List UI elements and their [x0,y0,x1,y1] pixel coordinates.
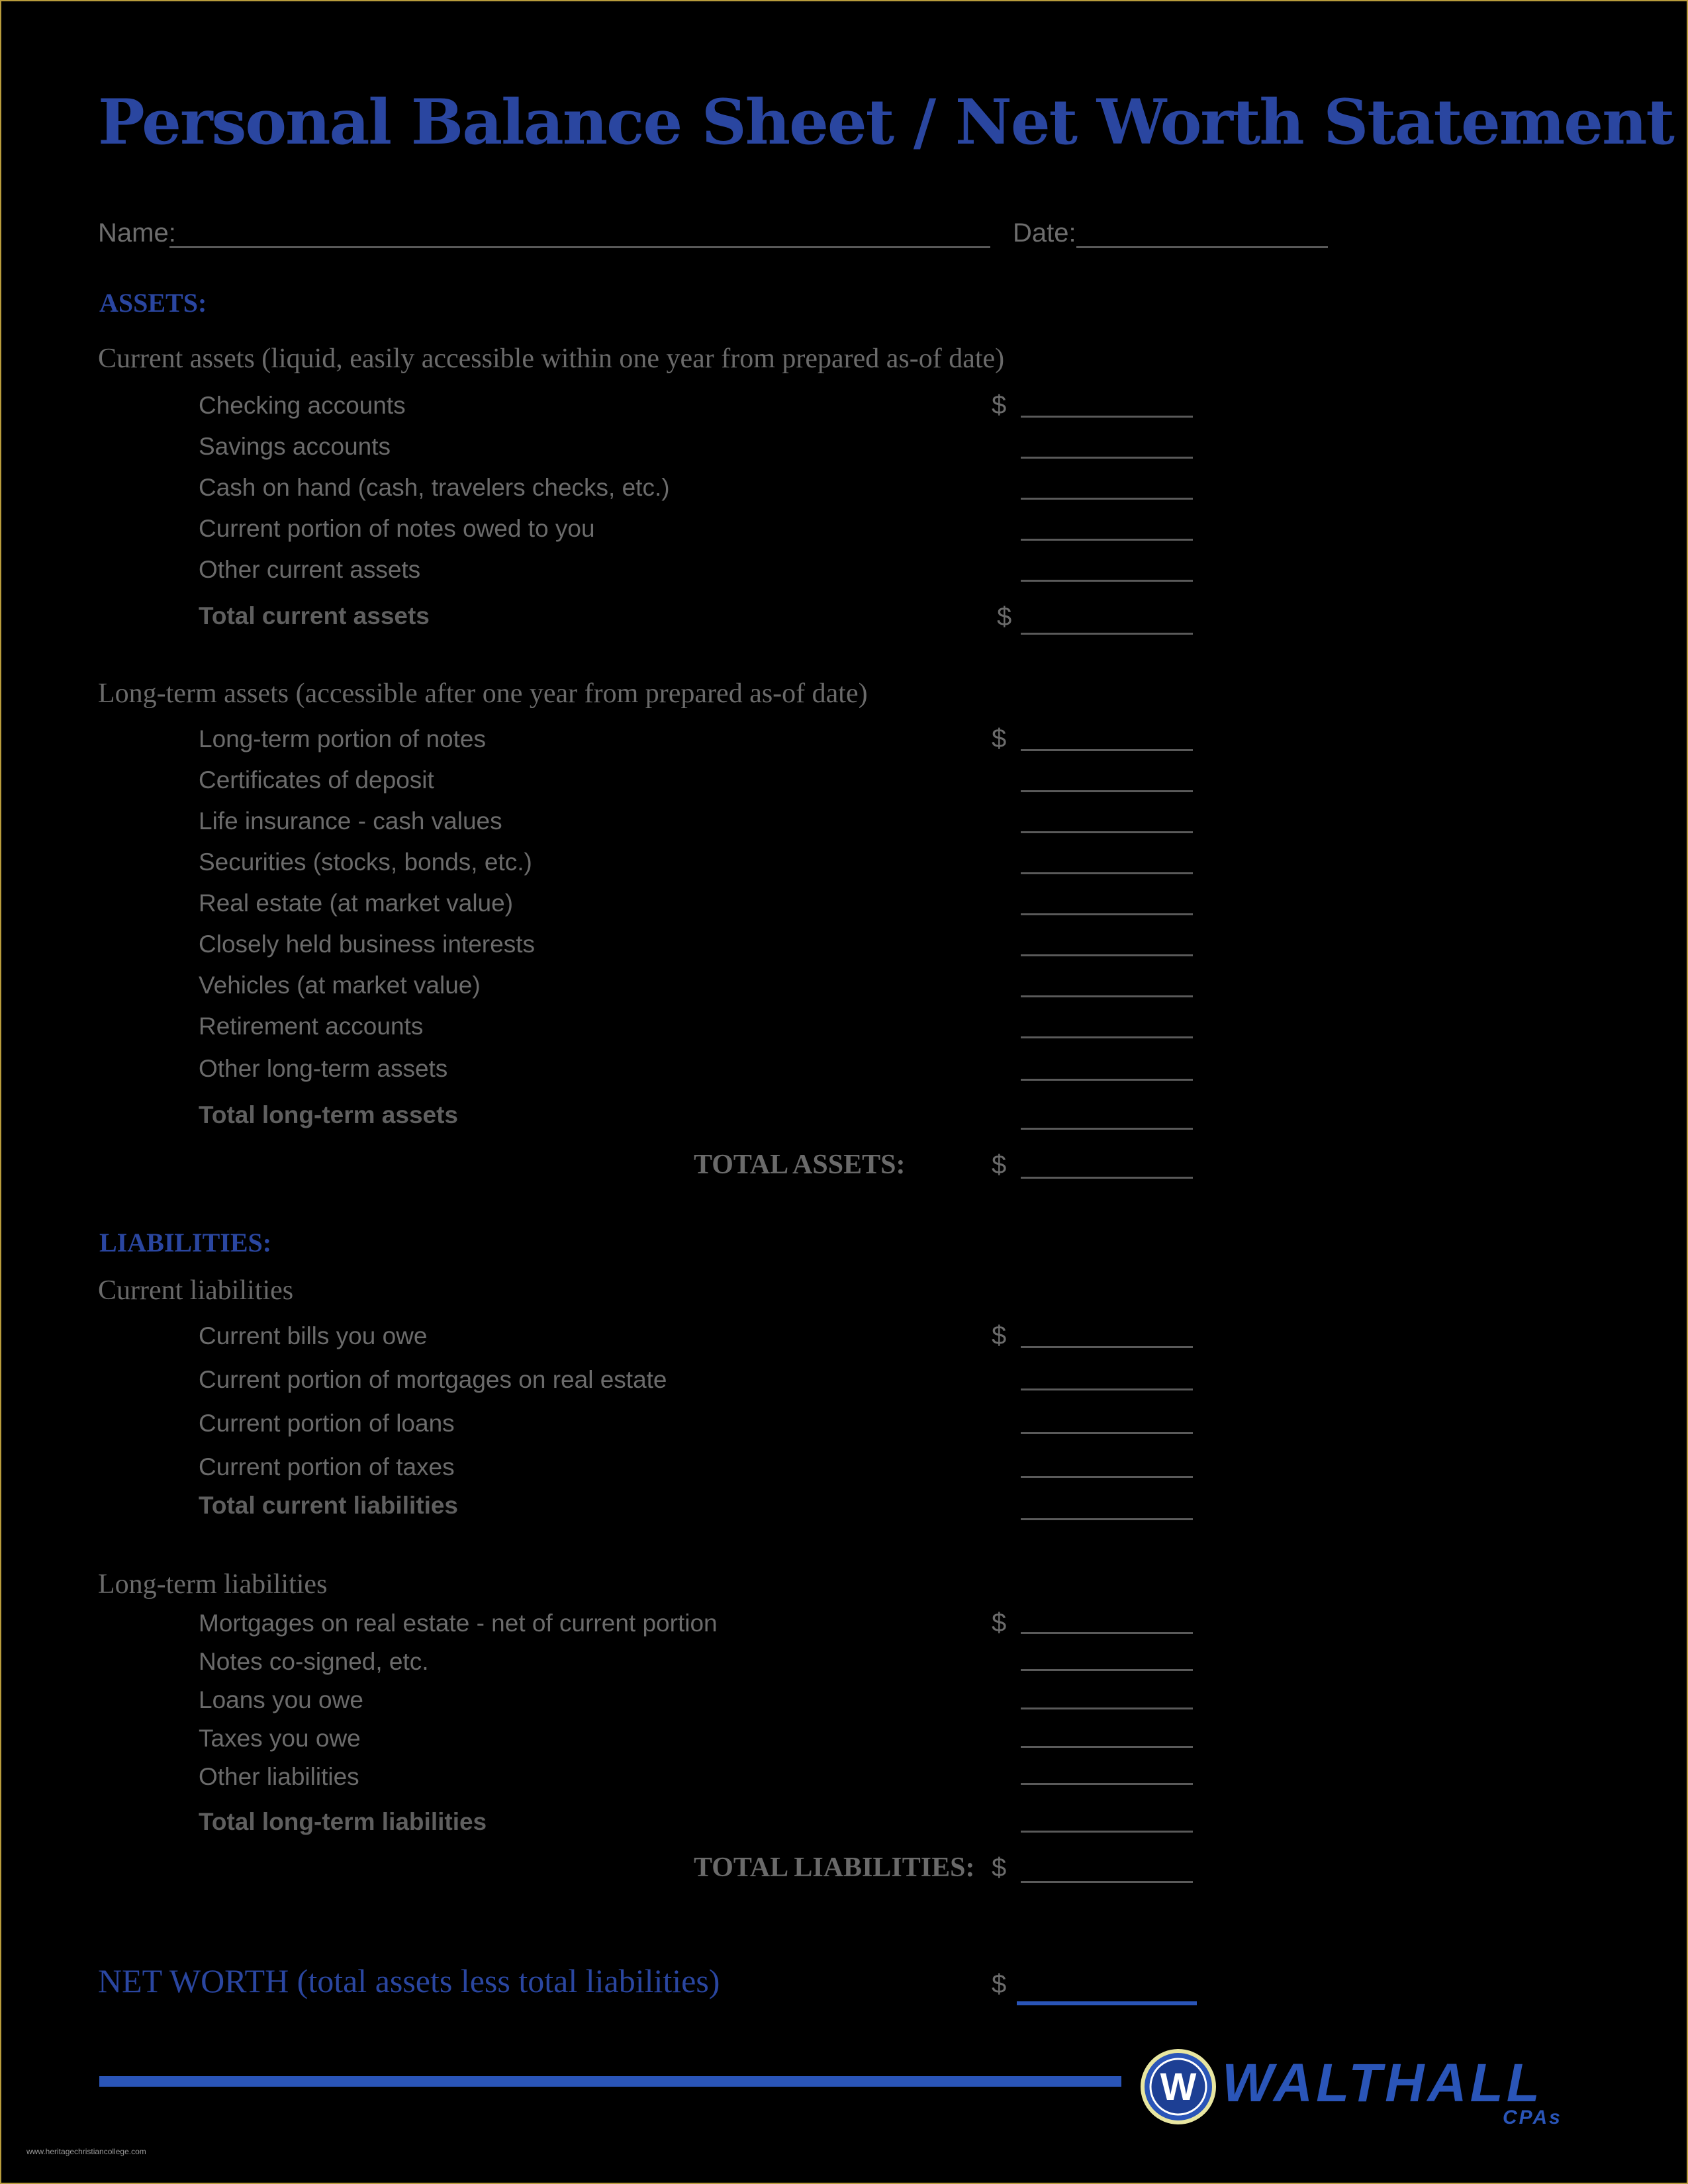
row-securities: Securities (stocks, bonds, etc.) [199,848,532,876]
footer-rule [99,2076,1121,2087]
securities-amount[interactable] [1021,872,1193,874]
row-current-bills: Current bills you owe [199,1322,428,1349]
row-business-interests: Closely held business interests [199,931,535,958]
other-long-term-assets-amount[interactable] [1021,1079,1193,1081]
row-certificates-of-deposit: Certificates of deposit [199,766,434,794]
checking-accounts-amount[interactable] [1021,416,1193,418]
date-field[interactable] [1076,246,1328,248]
current-notes-owed-amount[interactable] [1021,539,1193,541]
dollar-sign: $ [997,602,1012,631]
row-total-current-assets: Total current assets [199,602,430,629]
liabilities-heading: LIABILITIES: [99,1228,272,1257]
long-term-notes-amount[interactable] [1021,749,1193,751]
current-bills-amount[interactable] [1021,1346,1193,1348]
dollar-sign: $ [992,1970,1007,1999]
total-current-assets-amount[interactable] [1021,633,1193,635]
dollar-sign: $ [992,724,1007,753]
row-current-taxes: Current portion of taxes [199,1453,455,1480]
source-watermark: www.heritagechristiancollege.com [26,2147,146,2156]
real-estate-amount[interactable] [1021,913,1193,915]
row-total-long-term-liabilities: Total long-term liabilities [199,1808,487,1835]
total-assets-amount[interactable] [1021,1177,1193,1179]
logo-letter: W [1160,2066,1197,2109]
current-taxes-amount[interactable] [1021,1476,1193,1478]
total-liabilities-amount[interactable] [1021,1881,1193,1883]
row-loans-you-owe: Loans you owe [199,1686,363,1713]
current-liabilities-heading: Current liabilities [98,1275,294,1306]
row-total-long-term-assets: Total long-term assets [199,1101,459,1128]
certificates-of-deposit-amount[interactable] [1021,790,1193,792]
logo-subtitle: CPAs [1503,2107,1562,2128]
row-current-notes-owed: Current portion of notes owed to you [199,515,595,542]
total-liabilities-label: TOTAL LIABILITIES: [694,1852,975,1883]
row-notes-co-signed: Notes co-signed, etc. [199,1648,429,1675]
other-liabilities-amount[interactable] [1021,1783,1193,1785]
page-title: Personal Balance Sheet / Net Worth Statement [98,86,1673,159]
row-current-mortgages: Current portion of mortgages on real estate [199,1366,667,1393]
life-insurance-amount[interactable] [1021,831,1193,833]
current-mortgages-amount[interactable] [1021,1388,1193,1390]
dollar-sign: $ [992,1853,1007,1882]
name-field[interactable] [169,246,990,248]
mortgages-net-amount[interactable] [1021,1632,1193,1634]
row-total-current-liabilities: Total current liabilities [199,1492,459,1519]
savings-accounts-amount[interactable] [1021,457,1193,459]
long-term-assets-heading: Long-term assets (accessible after one year from prepared as-of date) [98,678,868,709]
logo-wordmark: WALTHALL [1222,2053,1543,2113]
row-real-estate: Real estate (at market value) [199,889,514,917]
retirement-accounts-amount[interactable] [1021,1036,1193,1038]
date-label: Date: [1013,218,1076,248]
business-interests-amount[interactable] [1021,954,1193,956]
row-vehicles: Vehicles (at market value) [199,972,481,999]
row-current-loans: Current portion of loans [199,1410,455,1437]
row-other-liabilities: Other liabilities [199,1763,359,1790]
loans-you-owe-amount[interactable] [1021,1707,1193,1709]
assets-heading: ASSETS: [99,288,207,318]
notes-co-signed-amount[interactable] [1021,1669,1193,1671]
row-savings-accounts: Savings accounts [199,433,391,460]
vehicles-amount[interactable] [1021,995,1193,997]
walthall-w-icon [1140,2048,1217,2125]
dollar-sign: $ [992,1321,1007,1350]
dollar-sign: $ [992,1608,1007,1637]
row-taxes-you-owe: Taxes you owe [199,1725,361,1752]
net-worth-label: NET WORTH (total assets less total liabilities) [98,1962,720,1999]
row-long-term-notes: Long-term portion of notes [199,725,486,752]
row-checking-accounts: Checking accounts [199,392,406,419]
other-current-assets-amount[interactable] [1021,580,1193,582]
current-loans-amount[interactable] [1021,1432,1193,1434]
company-logo [1140,2048,1590,2134]
net-worth-amount[interactable] [1017,2001,1197,2005]
cash-on-hand-amount[interactable] [1021,498,1193,500]
taxes-you-owe-amount[interactable] [1021,1746,1193,1748]
row-life-insurance: Life insurance - cash values [199,807,502,835]
total-long-term-liabilities-amount[interactable] [1021,1831,1193,1833]
total-long-term-assets-amount[interactable] [1021,1128,1193,1130]
total-assets-label: TOTAL ASSETS: [694,1150,906,1180]
dollar-sign: $ [992,1150,1007,1179]
dollar-sign: $ [992,390,1007,420]
long-term-liabilities-heading: Long-term liabilities [98,1569,328,1600]
row-other-long-term-assets: Other long-term assets [199,1055,448,1082]
row-mortgages-net: Mortgages on real estate - net of current portion [199,1610,718,1637]
total-current-liabilities-amount[interactable] [1021,1518,1193,1520]
name-label: Name: [98,218,176,248]
row-cash-on-hand: Cash on hand (cash, travelers checks, etc.) [199,474,670,501]
row-other-current-assets: Other current assets [199,556,421,583]
current-assets-heading: Current assets (liquid, easily accessible within one year from prepared as-of date) [98,343,1005,374]
row-retirement-accounts: Retirement accounts [199,1013,424,1040]
